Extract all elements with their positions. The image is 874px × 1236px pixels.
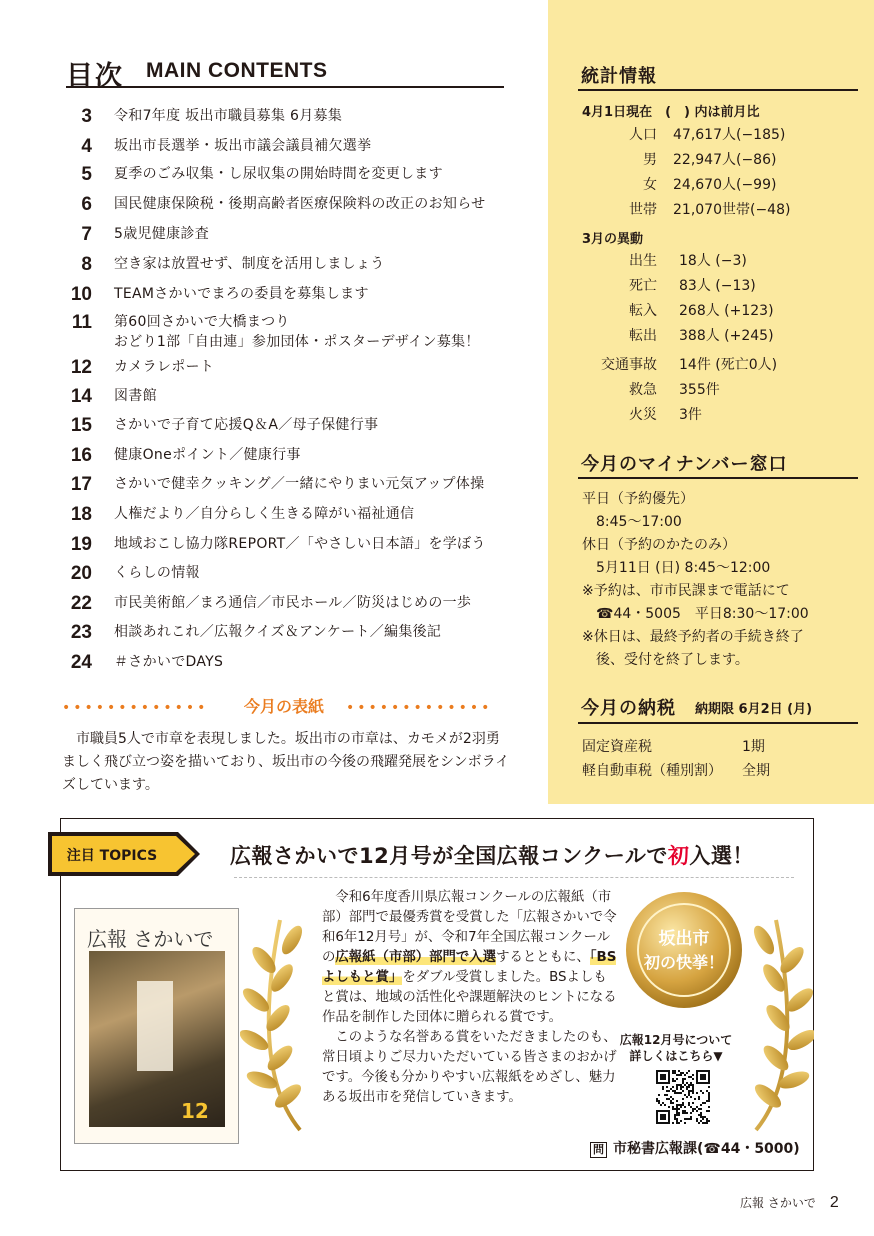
toc-page-number: 24	[70, 652, 92, 673]
footer-magazine: 広報 さかいで	[740, 1196, 816, 1210]
cover-heading	[62, 694, 508, 718]
toc-page-number: 20	[70, 563, 92, 584]
toc-item-text: 令和7年度 坂出市職員募集 6月募集	[114, 108, 343, 124]
toc-page-number: 17	[70, 474, 92, 495]
stat-label: 出生	[629, 253, 657, 269]
stat-label: 転入	[629, 303, 657, 319]
mynumber-title: 今月のマイナンバー窓口	[581, 454, 788, 475]
toc-item-text: 坂出市長選挙・坂出市議会議員補欠選挙	[114, 138, 372, 154]
stat-label: 救急	[629, 382, 657, 398]
laurel-left-icon	[240, 900, 320, 1140]
topics-title-red: 初	[667, 844, 690, 868]
toc-item-text: 市民美術館／まろ通信／市民ホール／防災はじめの一歩	[114, 595, 472, 611]
stat-label: 交通事故	[601, 357, 657, 373]
toc-page-number: 7	[81, 224, 92, 245]
toc-item-text: 人権だより／自分らしく生きる障がい福祉通信	[114, 506, 415, 522]
cover-title: 今月の表紙	[243, 697, 324, 716]
topics-title-post: 入選！	[689, 844, 754, 868]
mynumber-line: ☎44・5005 平日8:30〜17:00	[582, 606, 809, 622]
toc-page-number: 23	[70, 622, 92, 643]
stats-title: 統計情報	[581, 66, 657, 87]
page-number: 2	[829, 1194, 839, 1211]
topics-tag-label: 注目 TOPICS	[66, 848, 158, 864]
toc-page-number: 5	[81, 164, 92, 185]
magazine-cover-title: 広報 さかいで	[87, 927, 214, 951]
topics-p1-part: 令和6年度香川県広報コンクールの広報紙（市部）部門で最優秀賞を受賞した「広報さかいで令和6年12月号」が、令和7年全国広報コンクールの	[322, 890, 617, 965]
qr-code[interactable]	[654, 1068, 712, 1126]
mynumber-line: 5月11日 (日) 8:45〜12:00	[582, 560, 771, 576]
toc-item-text: 国民健康保険税・後期高齢者医療保険料の改正のお知らせ	[114, 196, 486, 212]
magazine-cover-caption-box	[137, 981, 173, 1071]
medal-line-2: 初の快挙！	[643, 953, 725, 972]
cover-description: 市職員5人で市章を表現しました。坂出市の市章は、カモメが2羽勇ましく飛び立つ姿を描いており、坂出市の今後の飛躍発展をシンボライズしています。	[62, 731, 510, 793]
tax-label: 固定資産税	[582, 739, 652, 755]
mynumber-line: ※休日は、最終予約者の手続き終了	[582, 629, 804, 645]
tax-deadline: 納期限 6月2日 (月)	[695, 702, 813, 717]
toc-item-text: 5歳児健康診査	[114, 226, 210, 242]
stat-value: 21,070世帯(−48)	[673, 202, 791, 218]
stat-label: 火災	[629, 407, 657, 423]
divider	[234, 877, 794, 878]
stat-label: 女	[643, 177, 657, 193]
toc-page-number: 4	[81, 136, 92, 157]
stat-value: 83人 (−13)	[679, 278, 756, 294]
page-footer	[740, 1194, 839, 1212]
stat-value: 268人 (+123)	[679, 303, 774, 319]
mynumber-line: 平日（予約優先）	[582, 491, 694, 507]
toc-item-text: さかいで子育て応援Q＆A／母子保健行事	[114, 417, 379, 433]
tax-title: 今月の納税	[581, 698, 676, 719]
topics-p1-part: をダブル受賞しました。BSよしもと賞は、地域の活性化や課題解決のヒントになる作品を制作した団体に贈られる賞です。	[322, 970, 617, 1025]
toc-item-text: 地域おこし協力隊REPORT／「やさしい日本語」を学ぼう	[114, 536, 486, 552]
toc-item-text: 健康Oneポイント／健康行事	[114, 447, 301, 463]
toc-item-text: 図書館	[114, 388, 157, 404]
qr-caption	[612, 1032, 740, 1064]
divider	[578, 477, 858, 479]
topics-paragraph-2: このような名誉ある賞をいただきましたのも、常日頃よりご尽力いただいている皆さまのおかげです。今後も分かりやすい広報紙をめざし、魅力ある坂出市を発信していきます。	[322, 1030, 617, 1105]
toc-item-text: 第60回さかいで大橋まつり	[114, 314, 290, 330]
gold-medal-icon	[624, 890, 744, 1010]
mynumber-line: 休日（予約のかたのみ）	[582, 537, 736, 553]
toc-title-en: MAIN CONTENTS	[146, 59, 328, 82]
toc-page-number: 14	[70, 386, 92, 407]
dotted-rule-left: •••••••••••••	[62, 700, 209, 716]
toc-item-text: さかいで健幸クッキング／一緒にやりまい元気アップ体操	[114, 476, 485, 492]
stat-value: 388人 (+245)	[679, 328, 774, 344]
toc-page-number: 19	[70, 534, 92, 555]
divider	[578, 89, 858, 91]
stat-label: 世帯	[629, 202, 657, 218]
dotted-rule-right: •••••••••••••	[346, 700, 493, 716]
mynumber-line: 後、受付を終了します。	[582, 652, 749, 668]
change-title: 3月の異動	[582, 232, 644, 247]
stat-value: 22,947人(−86)	[673, 152, 777, 168]
toc-page-number: 18	[70, 504, 92, 525]
stat-label: 転出	[629, 328, 657, 344]
stats-as-of: 4月1日現在 ( ) 内は前月比	[582, 105, 760, 120]
stat-value: 47,617人(−185)	[673, 127, 786, 143]
info-panel	[548, 0, 874, 804]
mynumber-line: 8:45〜17:00	[582, 514, 682, 530]
qr-caption-line-1: 広報12月号について	[619, 1033, 733, 1047]
toc-page-number: 6	[81, 194, 92, 215]
topics-tag	[48, 832, 202, 876]
toc-item-text: くらしの情報	[114, 565, 200, 581]
topics-highlight-2: 「BSよしもと賞」	[322, 950, 617, 985]
toc-item-text-line2: おどり1部「自由連」参加団体・ポスターデザイン募集！	[114, 334, 480, 350]
contact-info	[590, 1138, 800, 1158]
topics-title	[230, 840, 754, 870]
toc-item-text: 相談あれこれ／広報クイズ＆アンケート／編集後記	[114, 624, 442, 640]
toc-heading	[66, 52, 504, 92]
toc-title-ja: 目次	[66, 61, 124, 92]
tax-value: 1期	[742, 739, 765, 755]
stat-value: 14件 (死亡0人)	[679, 357, 778, 373]
laurel-right-icon	[744, 900, 814, 1140]
topics-paragraph-1	[322, 888, 618, 1028]
stat-label: 死亡	[629, 278, 657, 294]
magazine-cover-image	[74, 908, 239, 1144]
toc-page-number: 8	[81, 254, 92, 275]
toc-item-text: カメラレポート	[114, 359, 215, 375]
qr-caption-line-2: 詳しくはこちら▼	[629, 1049, 723, 1063]
tax-value: 全期	[742, 763, 770, 779]
toc-page-number: 11	[71, 312, 92, 333]
stat-value: 3件	[679, 407, 702, 423]
toc-page-number: 10	[70, 284, 92, 305]
toc-page-number: 12	[70, 357, 92, 378]
toc-page-number: 22	[70, 593, 92, 614]
stat-label: 人口	[629, 127, 657, 143]
stat-label: 男	[643, 152, 657, 168]
topics-highlight-1: 広報紙（市部）部門で入選	[335, 950, 497, 965]
medal-line-1: 坂出市	[658, 929, 710, 949]
contact-text: 市秘書広報課(☎44・5000)	[613, 1141, 800, 1157]
toc-page-number: 16	[70, 445, 92, 466]
toc-page-number: 15	[70, 415, 92, 436]
topics-title-pre: 広報さかいで12月号が全国広報コンクールで	[230, 844, 668, 868]
topics-body	[322, 888, 618, 1108]
magazine-cover-photo	[89, 951, 225, 1127]
toc-item-text: ＃さかいでDAYS	[114, 654, 224, 670]
mynumber-line: ※予約は、市市民課まで電話にて	[582, 583, 790, 599]
stat-value: 18人 (−3)	[679, 253, 747, 269]
tax-label: 軽自動車税（種別割）	[582, 763, 722, 779]
stat-value: 355件	[679, 382, 720, 398]
toc-item-text: TEAMさかいでまろの委員を募集します	[114, 286, 369, 302]
topics-p1-part: するとともに、	[496, 950, 590, 965]
toc-item-text: 夏季のごみ収集・し尿収集の開始時間を変更します	[114, 166, 443, 182]
divider	[578, 722, 858, 724]
inquiry-mark-icon: 問	[590, 1142, 607, 1158]
toc-page-number: 3	[81, 106, 92, 127]
stat-value: 24,670人(−99)	[673, 177, 777, 193]
magazine-cover-number: 12	[181, 1099, 209, 1123]
toc-item-text: 空き家は放置せず、制度を活用しましょう	[114, 256, 385, 272]
